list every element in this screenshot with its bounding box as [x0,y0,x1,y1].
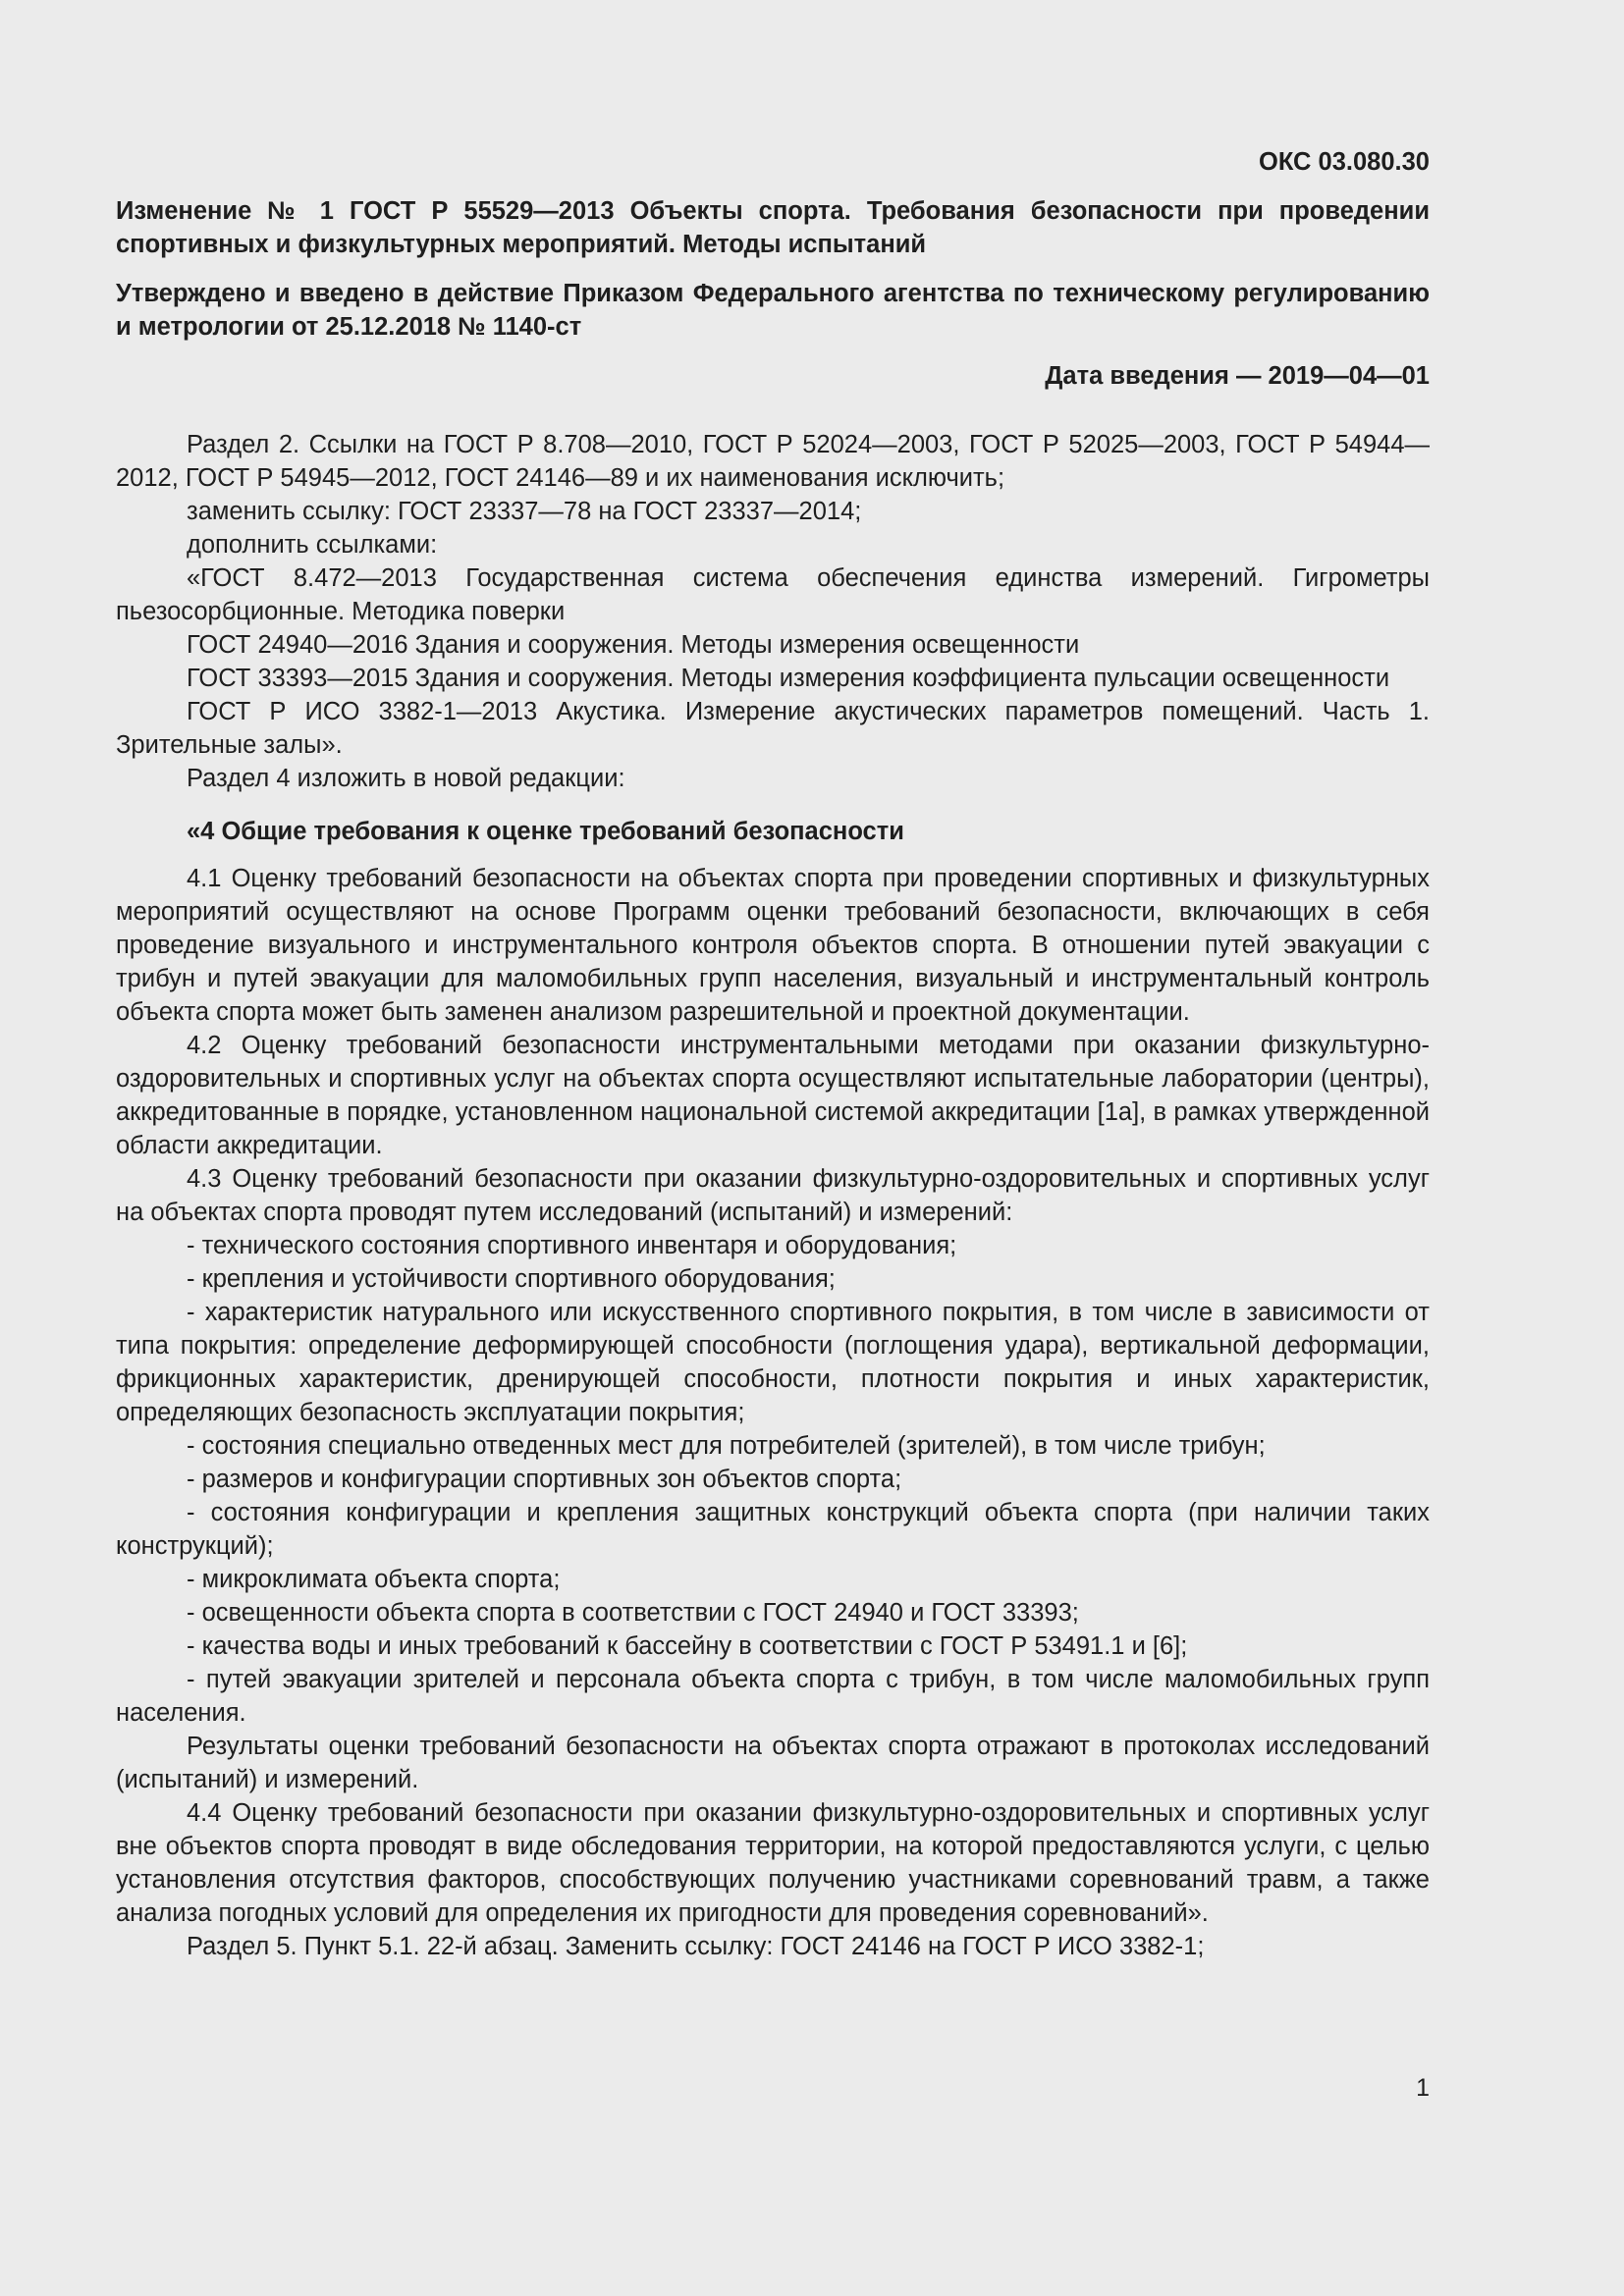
effective-date: Дата введения — 2019—04—01 [1045,362,1430,390]
paragraph: заменить ссылку: ГОСТ 23337—78 на ГОСТ 23337—2014; [187,498,862,525]
list-item: - размеров и конфигурации спортивных зон объектов спорта; [187,1466,902,1493]
paragraph: Раздел 2. Ссылки на ГОСТ Р 8.708—2010, ГОСТ Р 52024—2003, ГОСТ Р 52025—2003, ГОСТ Р 54944—2012, ГОСТ Р 54945—2012, ГОСТ 24146—89 и их наименования исключить; [116,431,1430,492]
clause-4-2: 4.2 Оценку требований безопасности инструментальными методами при оказании физкультурно-оздоровительных и спортивных услуг на объектах спорта осуществляют испытательные лаборатории (центры), аккредитованные в порядке, установленном национальной системой аккредитации [1а], в рамках утвержденной области аккредитации. [116,1032,1430,1159]
list-item: - качества воды и иных требований к бассейну в соответствии с ГОСТ Р 53491.1 и [6]; [187,1632,1188,1660]
list-item: - путей эвакуации зрителей и персонала объекта спорта с трибун, в том числе маломобильных групп населения. [116,1666,1430,1727]
paragraph: ГОСТ 24940—2016 Здания и сооружения. Методы измерения освещенности [187,631,1080,659]
paragraph: Раздел 4 изложить в новой редакции: [187,765,625,792]
clause-4-3: 4.3 Оценку требований безопасности при оказании физкультурно-оздоровительных и спортивных услуг на объектах спорта проводят путем исследований (испытаний) и измерений: [116,1165,1430,1226]
approval-statement: Утверждено и введено в действие Приказом Федерального агентства по техническому регулированию и метрологии от 25.12.2018 № 1140-ст [116,280,1430,341]
paragraph: Раздел 5. Пункт 5.1. 22-й абзац. Заменить ссылку: ГОСТ 24146 на ГОСТ Р ИСО 3382-1; [187,1933,1205,1960]
list-item: - технического состояния спортивного инвентаря и оборудования; [187,1232,957,1259]
amendment-title: Изменение № 1 ГОСТ Р 55529—2013 Объекты спорта. Требования безопасности при проведении спортивных и физкультурных мероприятий. Методы испытаний [116,197,1430,258]
clause-4-1: 4.1 Оценку требований безопасности на объектах спорта при проведении спортивных и физкультурных мероприятий осуществляют на основе Программ оценки требований безопасности, включающих в себя проведение визуального и инструментального контроля объектов спорта. В отношении путей эвакуации с трибун и путей эвакуации для маломобильных групп населения, визуальный и инструментальный контроль объекта спорта может быть заменен анализом разрешительной и проектной документации. [116,865,1430,1026]
paragraph: «ГОСТ 8.472—2013 Государственная система обеспечения единства измерений. Гигрометры пьезосорбционные. Методика поверки [116,564,1430,625]
list-item: - освещенности объекта спорта в соответствии с ГОСТ 24940 и ГОСТ 33393; [187,1599,1079,1627]
paragraph: дополнить ссылками: [187,531,438,559]
list-item: - микроклимата объекта спорта; [187,1566,561,1593]
list-item: - крепления и устойчивости спортивного оборудования; [187,1265,836,1293]
list-item: - характеристик натурального или искусственного спортивного покрытия, в том числе в зависимости от типа покрытия: определение деформирующей способности (поглощения удара), вертикальной деформации, фрикционных характеристик, дренирующей способности, плотности покрытия и иных характеристик, определяющих безопасность эксплуатации покрытия; [116,1299,1430,1426]
page-number: 1 [1416,2074,1430,2102]
list-item: - состояния конфигурации и крепления защитных конструкций объекта спорта (при наличии таких конструкций); [116,1499,1430,1560]
paragraph: ГОСТ Р ИСО 3382-1—2013 Акустика. Измерение акустических параметров помещений. Часть 1. Зрительные залы». [116,698,1430,759]
clause-4-4: 4.4 Оценку требований безопасности при оказании физкультурно-оздоровительных и спортивных услуг вне объектов спорта проводят в виде обследования территории, на которой предоставляются услуги, с целью установления отсутствия факторов, способствующих получению участниками соревнований травм, а также анализа погодных условий для определения их пригодности для проведения соревнований». [116,1799,1430,1927]
list-item: - состояния специально отведенных мест для потребителей (зрителей), в том числе трибун; [187,1432,1266,1460]
section-4-title: «4 Общие требования к оценке требований безопасности [187,818,904,845]
paragraph: Результаты оценки требований безопасности на объектах спорта отражают в протоколах исследований (испытаний) и измерений. [116,1733,1430,1793]
document-content [116,145,1430,1963]
paragraph: ГОСТ 33393—2015 Здания и сооружения. Методы измерения коэффициента пульсации освещенности [187,665,1390,692]
oks-code: ОКС 03.080.30 [1258,148,1430,176]
